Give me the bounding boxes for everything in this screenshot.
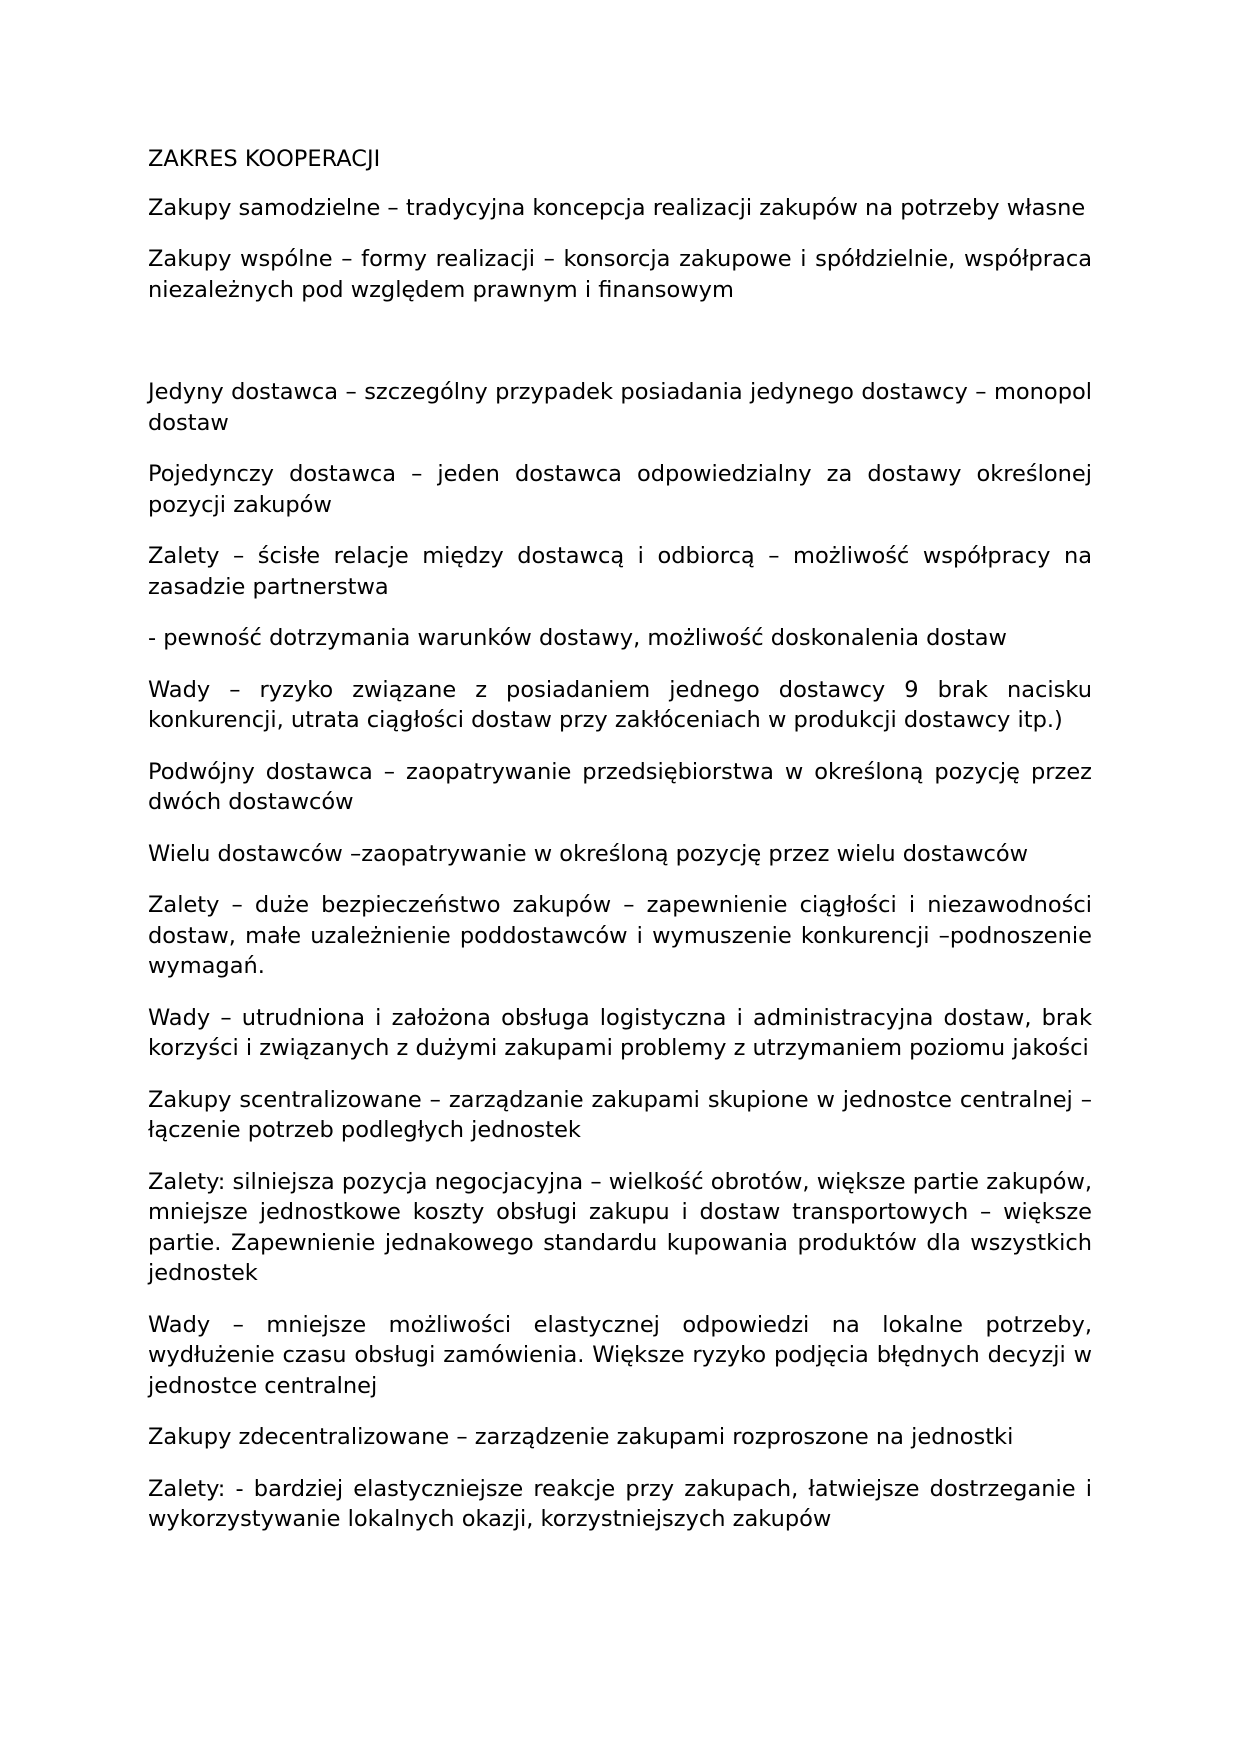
paragraph-wielu-dostawcow: Wielu dostawców –zaopatrywanie w określoną pozycję przez wielu dostawców xyxy=(148,840,1029,867)
paragraph-zalety-4: Zalety: - bardziej elastyczniejsze reakcje przy zakupach, łatwiejsze dostrzeganie i wykorzystywanie lokalnych okazji, korzystniejszych zakupów xyxy=(148,1475,1092,1532)
paragraph-wady-1: Wady – ryzyko związane z posiadaniem jednego dostawcy 9 brak nacisku konkurencji, utrata ciągłości dostaw przy zakłóceniach w produkcji dostawcy itp.) xyxy=(148,676,1092,733)
paragraph-jedyny-dostawca: Jedyny dostawca – szczególny przypadek posiadania jedynego dostawcy – monopol dostaw xyxy=(148,379,1092,436)
document-title: ZAKRES KOOPERACJI xyxy=(148,146,381,172)
paragraph-zalety-3: Zalety: silniejsza pozycja negocjacyjna – wielkość obrotów, większe partie zakupów, mniejsze jednostkowe koszty obsługi zakupu i dostaw transportowych – większe partie. Zapewnienie jednakowego standardu kupowania produktów dla wszystkich jednostek xyxy=(148,1168,1092,1286)
paragraph-zakupy-scentralizowane: Zakupy scentralizowane – zarządzanie zakupami skupione w jednostce centralnej – łączenie potrzeb podległych jednostek xyxy=(148,1086,1092,1143)
document-body xyxy=(148,144,1092,1556)
paragraph-podwojny-dostawca: Podwójny dostawca – zaopatrywanie przedsiębiorstwa w określoną pozycję przez dwóch dostawców xyxy=(148,758,1092,815)
paragraph-zakupy-zdecentralizowane: Zakupy zdecentralizowane – zarządzenie zakupami rozproszone na jednostki xyxy=(148,1424,1014,1450)
paragraph-zakupy-wspolne: Zakupy wspólne – formy realizacji – konsorcja zakupowe i spółdzielnie, współpraca niezależnych pod względem prawnym i finansowym xyxy=(148,246,1092,303)
paragraph-wady-2: Wady – utrudniona i założona obsługa logistyczna i administracyjna dostaw, brak korzyści i związanych z dużymi zakupami problemy z utrzymaniem poziomu jakości xyxy=(148,1004,1092,1061)
paragraph-wady-3: Wady – mniejsze możliwości elastycznej odpowiedzi na lokalne potrzeby, wydłużenie czasu obsługi zamówienia. Większe ryzyko podjęcia błędnych decyzji w jednostce centralnej xyxy=(148,1311,1092,1399)
paragraph-zalety-1-cont: - pewność dotrzymania warunków dostawy, możliwość doskonalenia dostaw xyxy=(148,625,1007,651)
paragraph-pojedynczy-dostawca: Pojedynczy dostawca – jeden dostawca odpowiedzialny za dostawy określonej pozycji zakupów xyxy=(148,461,1092,518)
paragraph-zakupy-samodzielne: Zakupy samodzielne – tradycyjna koncepcja realizacji zakupów na potrzeby własne xyxy=(148,194,1086,221)
paragraph-zalety-1: Zalety – ścisłe relacje między dostawcą i odbiorcą – możliwość współpracy na zasadzie partnerstwa xyxy=(148,543,1092,600)
paragraph-zalety-2: Zalety – duże bezpieczeństwo zakupów – zapewnienie ciągłości i niezawodności dostaw, małe uzależnienie poddostawców i wymuszenie konkurencji –podnoszenie wymagań. xyxy=(148,892,1092,979)
blank-line xyxy=(148,326,1092,377)
